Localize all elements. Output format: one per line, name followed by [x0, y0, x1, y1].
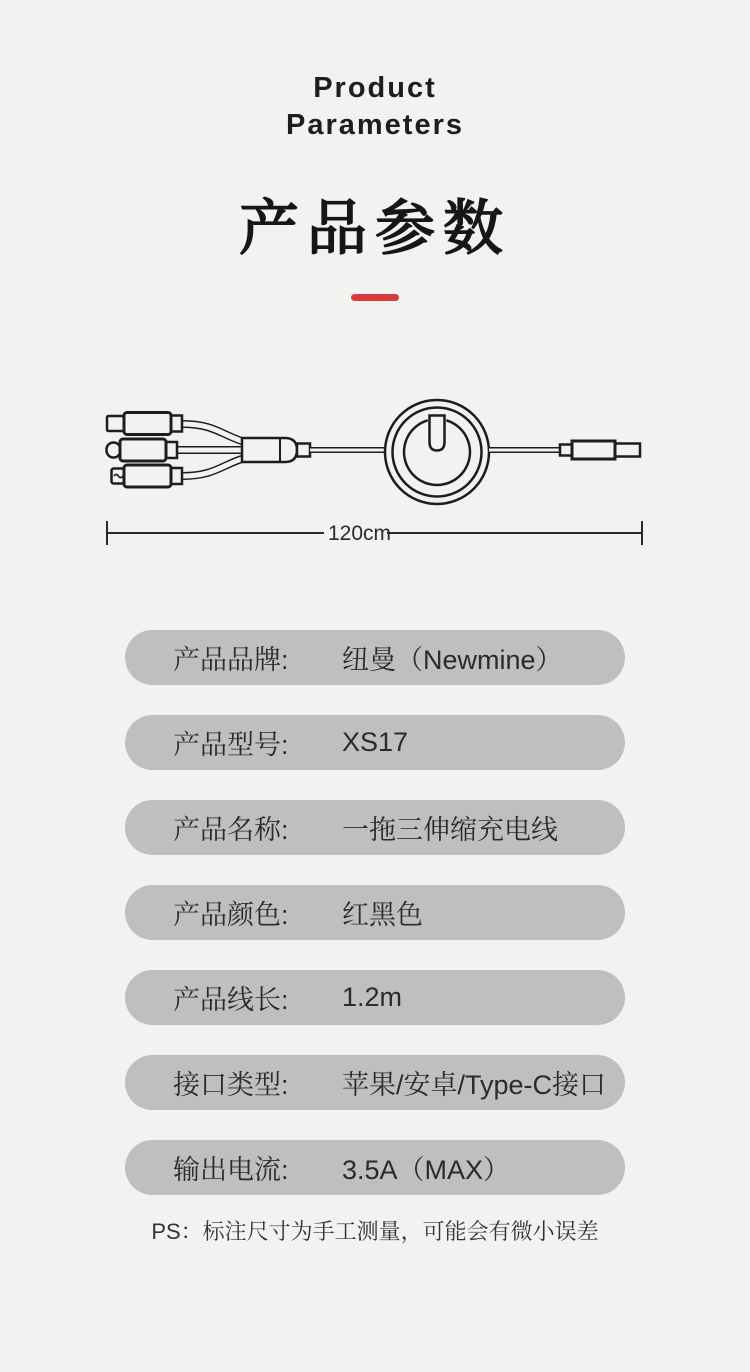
param-row-model — [125, 715, 625, 770]
micro-usb-connector-icon — [112, 465, 183, 487]
param-label: 输出电流: — [173, 1155, 289, 1185]
param-value: XS17 — [342, 727, 409, 757]
page-title-zh: 产品参数 — [239, 195, 511, 262]
cable-diagram — [100, 395, 650, 550]
page-title-en — [0, 70, 750, 144]
parameter-list — [125, 630, 625, 1195]
accent-dash — [351, 294, 399, 301]
length-label: 120cm — [328, 522, 392, 545]
param-value: 1.2m — [342, 982, 403, 1012]
cable-strands — [177, 424, 250, 476]
page-title-en-line1: Product — [313, 72, 437, 104]
retractable-reel-icon — [385, 400, 489, 504]
measurement-note: PS：标注尺寸为手工测量，可能会有微小误差 — [151, 1219, 599, 1244]
param-label: 产品名称: — [173, 815, 289, 845]
param-value: 红黑色 — [342, 900, 423, 930]
param-value: 3.5A（MAX） — [342, 1155, 511, 1185]
param-row-interface — [125, 1055, 625, 1110]
param-label: 接口类型: — [173, 1070, 289, 1100]
param-label: 产品线长: — [173, 985, 289, 1015]
length-dimension — [107, 521, 642, 545]
param-row-brand — [125, 630, 625, 685]
param-value: 纽曼（Newmine） — [342, 645, 563, 675]
param-row-color — [125, 885, 625, 940]
lightning-connector-icon — [107, 413, 182, 435]
page-title-en-line2: Parameters — [286, 109, 464, 141]
param-label: 产品型号: — [173, 730, 289, 760]
usb-c-connector-icon — [107, 439, 178, 461]
usb-a-connector-icon — [560, 441, 640, 459]
param-label: 产品品牌: — [173, 645, 289, 675]
param-label: 产品颜色: — [173, 900, 289, 930]
cable-hub — [242, 438, 310, 462]
param-row-length — [125, 970, 625, 1025]
param-value: 一拖三伸缩充电线 — [342, 815, 558, 845]
param-value: 苹果/安卓/Type-C接口 — [342, 1070, 607, 1100]
param-row-name — [125, 800, 625, 855]
param-row-current — [125, 1140, 625, 1195]
